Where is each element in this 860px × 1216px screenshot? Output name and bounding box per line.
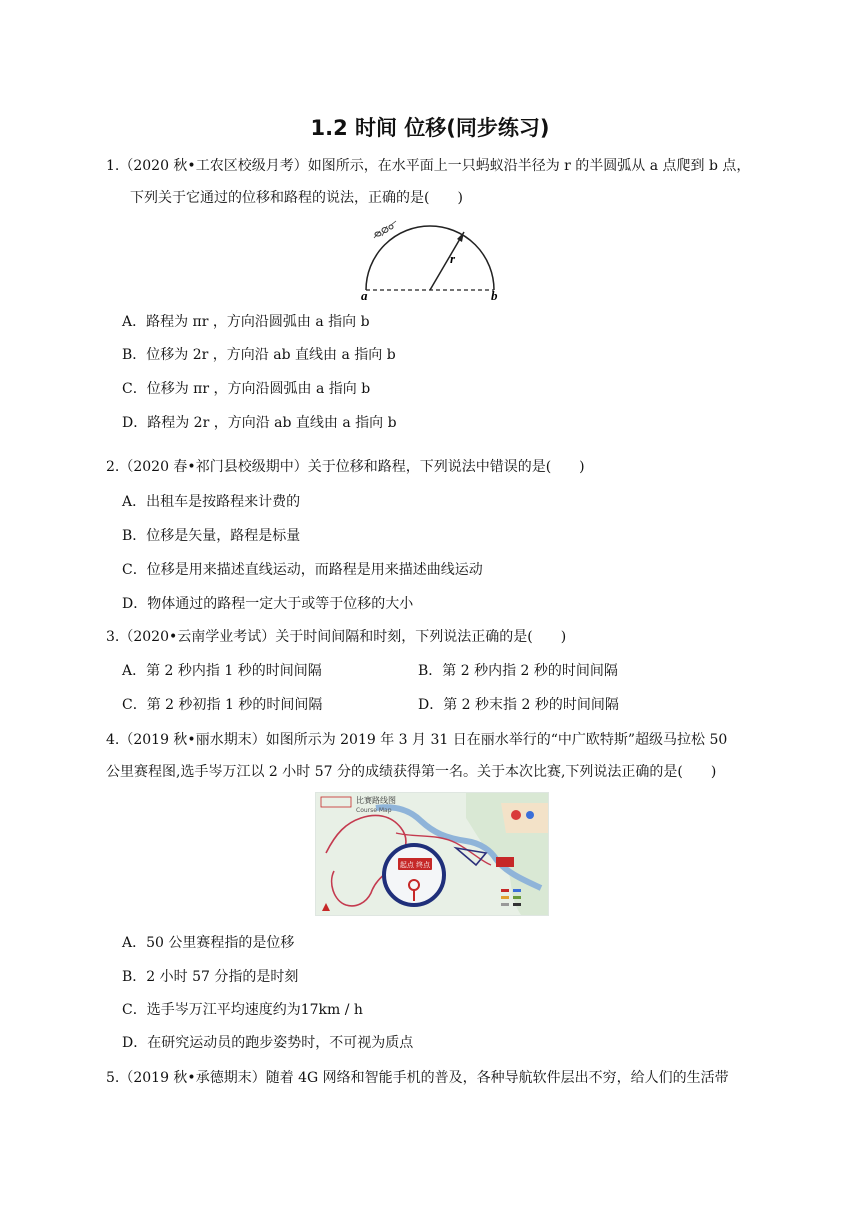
q1-option-a[interactable]: A．路程为 πr ，方向沿圆弧由 a 指向 b	[122, 314, 370, 330]
semicircle-arc	[366, 226, 494, 290]
badge-text: 起点 终点	[399, 861, 431, 869]
q1-option-c[interactable]: C．位移为 πr ，方向沿圆弧由 a 指向 b	[122, 381, 371, 397]
q4-stem-line1: 4.（2019 秋•丽水期末）如图所示为 2019 年 3 月 31 日在丽水举行的“中广欧特斯”超级马拉松 50	[106, 732, 728, 748]
q4-option-a[interactable]: A．50 公里赛程指的是位移	[122, 935, 295, 951]
q4-option-b[interactable]: B．2 小时 57 分指的是时刻	[122, 969, 299, 985]
map-legend-box	[501, 803, 548, 833]
q1-stem-line1: 1.（2020 秋•工农区校级月考）如图所示，在水平面上一只蚂蚁沿半径为 r 的半圆弧从 a 点爬到 b 点，	[106, 158, 751, 174]
label-r: r	[450, 251, 456, 266]
map-subtitle: Course Map	[356, 807, 392, 814]
label-b: b	[491, 288, 498, 303]
q3-option-b[interactable]: B．第 2 秒内指 2 秒的时间间隔	[418, 663, 618, 679]
finish-flag	[496, 857, 514, 867]
q3-option-d[interactable]: D．第 2 秒末指 2 秒的时间间隔	[418, 697, 619, 713]
q5-stem: 5.（2019 秋•承德期末）随着 4G 网络和智能手机的普及，各种导航软件层出不穷，给人们的生活带	[106, 1070, 729, 1086]
semicircle-figure	[356, 218, 506, 304]
q1-option-d[interactable]: D．路程为 2r ，方向沿 ab 直线由 a 指向 b	[122, 415, 397, 431]
page-title: 1.2 时间 位移(同步练习)	[310, 116, 550, 140]
q2-option-d[interactable]: D．物体通过的路程一定大于或等于位移的大小	[122, 596, 414, 612]
q3-stem: 3.（2020•云南学业考试）关于时间间隔和时刻，下列说法正确的是( )	[106, 629, 567, 645]
radius-line	[430, 232, 464, 290]
ant-icon	[374, 221, 396, 238]
q4-option-c[interactable]: C．选手岑万江平均速度约为17km / h	[122, 1002, 363, 1018]
q3-option-c[interactable]: C．第 2 秒初指 1 秒的时间间隔	[122, 697, 323, 713]
course-map-image	[315, 792, 549, 916]
label-a: a	[361, 288, 368, 303]
q2-option-b[interactable]: B．位移是矢量，路程是标量	[122, 528, 301, 544]
q1-option-b[interactable]: B．位移为 2r ，方向沿 ab 直线由 a 指向 b	[122, 347, 396, 363]
q4-stem-line2: 公里赛程图,选手岑万江以 2 小时 57 分的成绩获得第一名。关于本次比赛,下列说法正确的是( )	[106, 764, 717, 780]
q2-stem: 2.（2020 春•祁门县校级期中）关于位移和路程，下列说法中错误的是( )	[106, 459, 585, 475]
map-title: 比赛路线图	[356, 796, 396, 805]
q2-option-a[interactable]: A．出租车是按路程来计费的	[122, 494, 301, 510]
q4-option-d[interactable]: D．在研究运动员的跑步姿势时，不可视为质点	[122, 1035, 414, 1051]
q1-stem-line2: 下列关于它通过的位移和路程的说法，正确的是( )	[130, 190, 463, 206]
course-map-graphic	[316, 793, 548, 915]
q3-option-a[interactable]: A．第 2 秒内指 1 秒的时间间隔	[122, 663, 322, 679]
q2-option-c[interactable]: C．位移是用来描述直线运动，而路程是用来描述曲线运动	[122, 562, 483, 578]
